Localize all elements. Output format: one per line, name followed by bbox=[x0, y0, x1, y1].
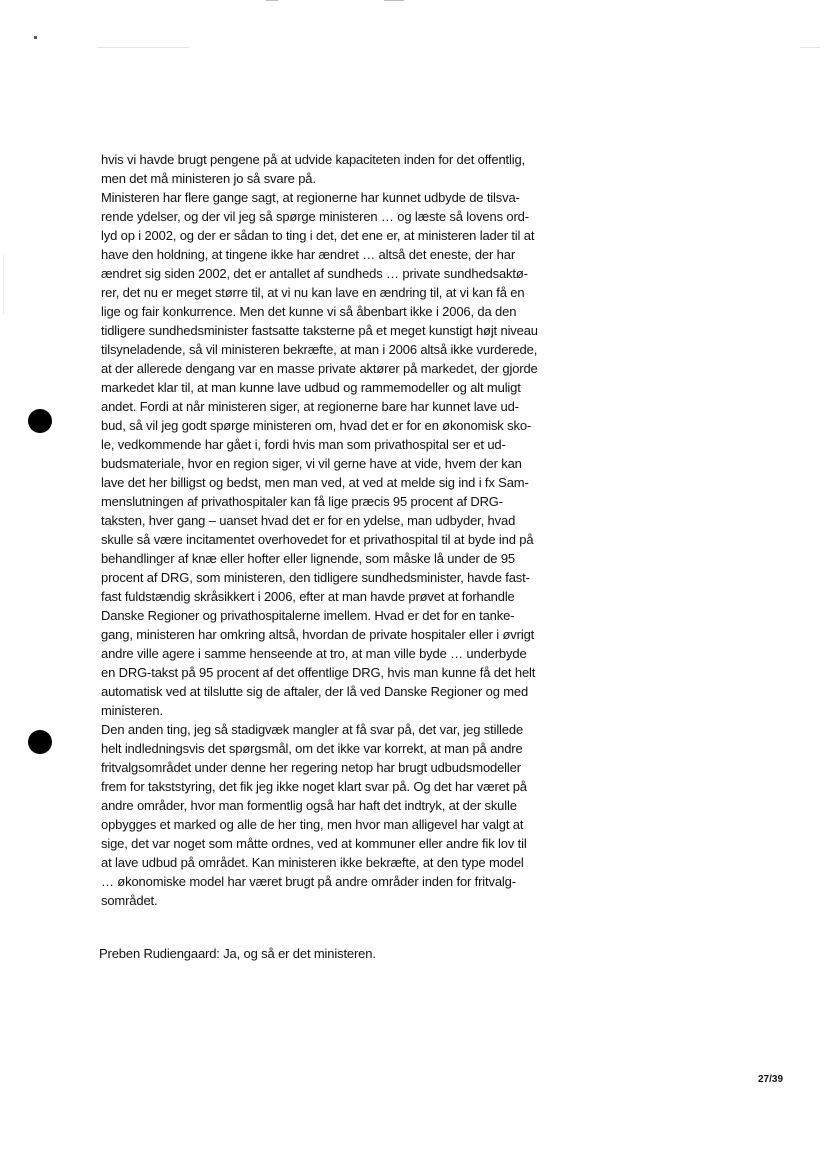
scan-artifact bbox=[800, 47, 820, 48]
scan-artifact bbox=[34, 36, 37, 39]
margin-bullet-icon bbox=[28, 409, 52, 433]
scan-artifact bbox=[97, 47, 189, 48]
scan-artifact bbox=[3, 255, 4, 315]
margin-bullet-icon bbox=[28, 730, 52, 754]
paragraph: Den anden ting, jeg så stadigvæk mangler at få svar på, det var, jeg stillede helt indledningsvis det spørgsmål, om det ikke var korrekt, at man på andre fritvalgsområdet under denne her regering netop har brugt udbudsmodeller frem for takststyring, det fik jeg ikke noget klart svar på. Og det har været på andre områder, hvor man formentlig også har haft det indtryk, at der skulle opbygges et marked og alle de her ting, men hvor man alligevel har valgt at sige, det var noget som måtte ordnes, ved at kommuner eller andre fik lov til at lave udbud på området. Kan ministeren ikke bekræfte, at den type model … økonomiske model har været brugt på andre områder inden for fritvalg- sområdet. bbox=[101, 722, 527, 908]
speaker-line: Preben Rudiengaard: Ja, og så er det ministeren. bbox=[99, 946, 376, 961]
paragraph: hvis vi havde brugt pengene på at udvide kapaciteten inden for det offentlig, men det må ministeren jo så svare på. bbox=[101, 152, 526, 186]
scan-artifact bbox=[384, 0, 404, 1]
scan-artifact bbox=[266, 0, 278, 1]
paragraph: Ministeren har flere gange sagt, at regionerne har kunnet udbyde de tilsva- rende ydelser, og der vil jeg så spørge ministeren … og læste så lovens ord- lyd op i 2002, og der er sådan to ting i det, det ene er, at ministeren lader til at have den holdning, at tingene ikke har ændret … altså det eneste, der har ændret sig siden 2002, det er antallet af sundheds … private sundhedsaktø- rer, det nu er meget større til, at vi nu kan lave en ændring til, at vi kan få en lige og fair konkurrence. Men det kunne vi så åbenbart ikke i 2006, da den tidligere sundhedsminister fastsatte taksterne på et meget kunstigt højt niveau tilsyneladende, så vil ministeren bekræfte, at man i 2006 altså ikke vurderede, at der allerede dengang var en masse private aktører på markedet, der gjorde markedet klar til, at man kunne lave udbud og rammemodeller og alt muligt andet. Fordi at når ministeren siger, at regionerne bare har kunnet lave ud- bud, så vil jeg godt spørge ministeren om, hvad det er for en økonomisk sko- le, vedkommende har gået i, fordi hvis man som privathospital ser et ud- budsmateriale, hvor en region siger, vi vil gerne have at vide, hvem der kan lave det her billigst og bedst, men man ved, at ved at melde sig ind i fx Sam- menslutningen af privathospitaler kan få lige præcis 95 procent af DRG- taksten, hver gang – uanset hvad det er for en ydelse, man udbyder, hvad skulle så være incitamentet overhovedet for et privathospital til at byde ind på behandlinger af knæ eller hofter eller lignende, som måske lå under de 95 procent af DRG, som ministeren, den tidligere sundhedsminister, havde fast- fast fuldstændig skråsikkert i 2006, efter at man havde prøvet at forhandle Danske Regioner og privathospitalerne imellem. Hvad er det for en tanke- gang, ministeren har omkring altså, hvordan de private hospitaler eller i øvrigt andre ville agere i samme henseende at tro, at man ville byde … underbyde en DRG-takst på 95 procent af det offentlige DRG, hvis man kunne få det helt automatisk ved at tilslutte sig de aftaler, der lå ved Danske Regioner og med ministeren. bbox=[101, 190, 538, 718]
page-number: 27/39 bbox=[758, 1074, 784, 1085]
transcript-body bbox=[101, 150, 591, 910]
